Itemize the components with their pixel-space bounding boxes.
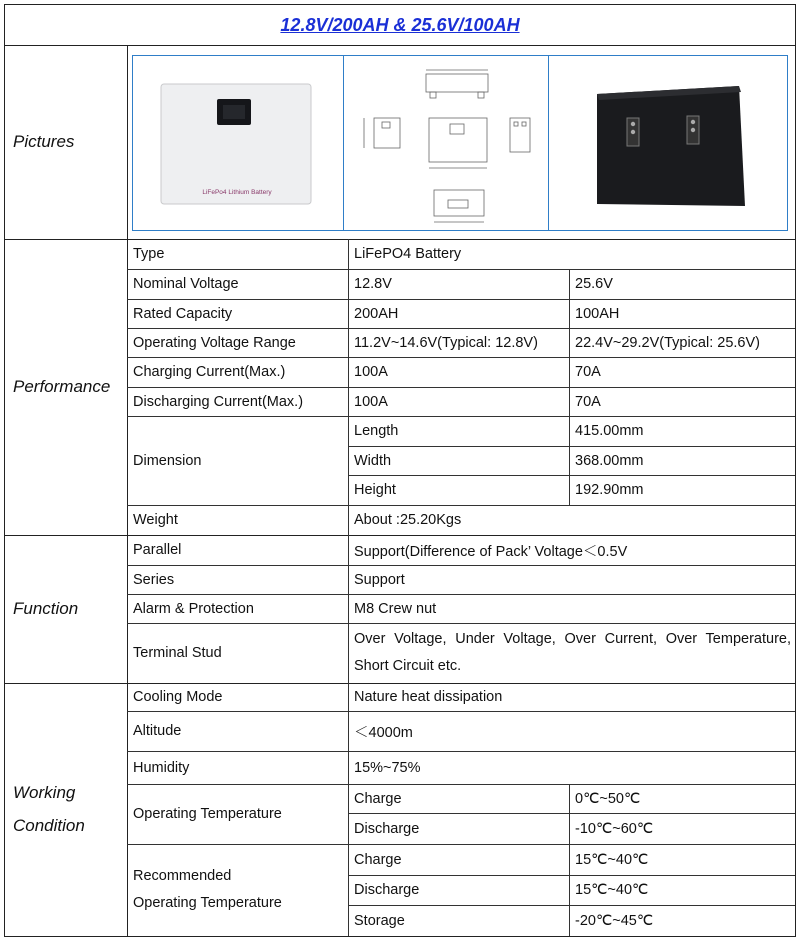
- spec-value: Support: [354, 571, 405, 588]
- spec-value: 192.90mm: [575, 482, 644, 498]
- battery-label-text: LiFePo4 Lithium Battery: [202, 189, 272, 196]
- spec-label: Humidity: [133, 759, 190, 776]
- spec-sublabel: Charge: [354, 790, 402, 807]
- spec-sublabel: Charge: [354, 851, 402, 868]
- battery-back-photo: [549, 56, 783, 230]
- spec-label: Operating Temperature: [133, 806, 282, 822]
- spec-label: Series: [133, 571, 175, 588]
- spec-sheet: [4, 4, 796, 937]
- section-label-function: Function: [13, 598, 79, 618]
- spec-value: 0℃~50℃: [575, 790, 641, 807]
- spec-value: Support(Difference of Pack’ Voltage＜0.5V: [354, 543, 628, 560]
- spec-value: 70A: [575, 393, 601, 410]
- section-label-pictures: Pictures: [13, 131, 75, 151]
- spec-value: Nature heat dissipation: [354, 689, 503, 705]
- spec-label-line: Operating Temperature: [133, 895, 282, 911]
- spec-label: Nominal Voltage: [133, 276, 239, 292]
- section-label-line: Working: [13, 783, 76, 803]
- spec-sublabel: Storage: [354, 912, 405, 929]
- spec-label: Operating Voltage Range: [133, 334, 296, 351]
- spec-sublabel: Height: [354, 482, 396, 498]
- spec-value: 15℃~40℃: [575, 882, 649, 898]
- spec-value: LiFePO4 Battery: [354, 246, 462, 262]
- spec-label: Discharging Current(Max.): [133, 393, 304, 410]
- spec-value: 415.00mm: [575, 423, 644, 439]
- battery-drawing: [344, 56, 549, 230]
- battery-front-photo: [133, 56, 344, 230]
- section-label-performance: Performance: [13, 376, 111, 396]
- spec-label: Type: [133, 246, 165, 262]
- spec-value: 100A: [354, 393, 388, 410]
- spec-label: Dimension: [133, 452, 202, 469]
- spec-value: 200AH: [354, 305, 399, 322]
- pictures-frame: [132, 55, 788, 231]
- spec-value: 368.00mm: [575, 452, 644, 469]
- sheet-title: 12.8V/200AH & 25.6V/100AH: [280, 14, 520, 35]
- spec-sublabel: Discharge: [354, 882, 420, 898]
- spec-value: 15%~75%: [354, 759, 421, 776]
- spec-value: 15℃~40℃: [575, 851, 649, 868]
- spec-value: 12.8V: [354, 276, 392, 292]
- section-label-line: Condition: [13, 815, 85, 835]
- spec-value: 22.4V~29.2V(Typical: 25.6V): [575, 334, 760, 351]
- spec-label: Alarm & Protection: [133, 600, 254, 617]
- spec-label: Cooling Mode: [133, 689, 223, 705]
- spec-label: Weight: [133, 512, 178, 528]
- spec-label: Parallel: [133, 542, 182, 558]
- spec-label: Charging Current(Max.): [133, 364, 286, 380]
- spec-sublabel: Width: [354, 452, 392, 469]
- spec-label-line: Recommended: [133, 868, 232, 885]
- spec-value: 11.2V~14.6V(Typical: 12.8V): [354, 334, 538, 351]
- spec-value: -10℃~60℃: [575, 820, 654, 837]
- spec-value: Over Voltage, Under Voltage, Over Current, Over Temperature, Short Circuit etc.: [354, 631, 791, 674]
- spec-label: Terminal Stud: [133, 645, 222, 661]
- spec-value: 25.6V: [575, 276, 613, 292]
- spec-value: ＜4000m: [354, 724, 413, 741]
- spec-value: M8 Crew nut: [354, 600, 437, 617]
- section-label-working-condition: [5, 683, 127, 936]
- spec-value: 70A: [575, 364, 601, 380]
- spec-sublabel: Discharge: [354, 820, 420, 837]
- spec-label: [127, 844, 348, 936]
- spec-sublabel: Length: [354, 423, 399, 439]
- spec-value: -20℃~45℃: [575, 912, 654, 929]
- spec-label: Rated Capacity: [133, 305, 233, 322]
- spec-label: Altitude: [133, 723, 182, 739]
- spec-value: 100AH: [575, 305, 620, 322]
- spec-value: 100A: [354, 364, 388, 380]
- title-bar: [5, 5, 795, 46]
- spec-value: About :25.20Kgs: [354, 512, 462, 528]
